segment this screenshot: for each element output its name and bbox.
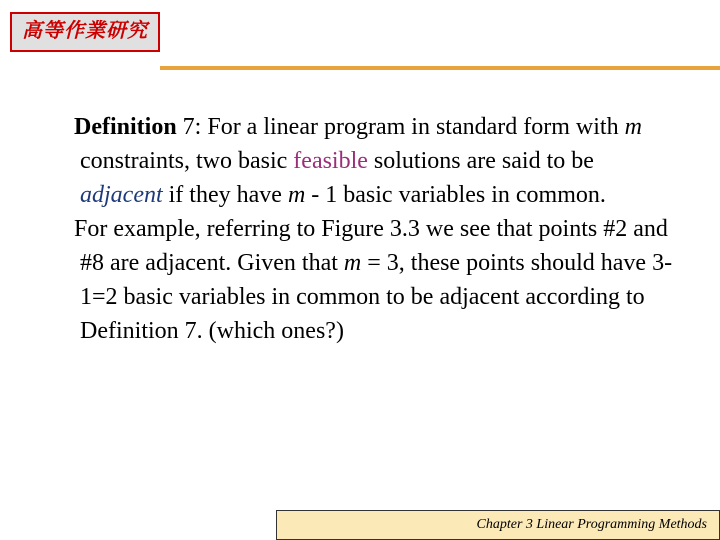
example-paragraph — [70, 212, 680, 348]
header-title: 高等作業研究 — [22, 18, 148, 42]
definition-text-2: constraints, two basic — [80, 148, 294, 174]
term-adjacent: adjacent — [80, 182, 163, 208]
definition-paragraph — [70, 110, 680, 212]
term-feasible: feasible — [293, 148, 368, 174]
var-m: m — [624, 114, 642, 140]
footer-bar — [276, 510, 720, 540]
footer-chapter-label: Chapter 3 Linear Programming Methods — [476, 517, 707, 532]
header-divider — [160, 66, 720, 70]
definition-label: Definition — [74, 114, 177, 140]
example-text-1: For example, referring to Figure 3.3 we see that points #2 and #8 are adjacent. Given that — [74, 216, 668, 276]
slide-body — [70, 110, 680, 348]
example-text-2: = 3, these points should have 3-1=2 basic variables in common to be adjacent according to Definition 7. (which ones?) — [80, 250, 673, 344]
var-m: m — [287, 182, 306, 208]
var-m: m — [343, 250, 362, 276]
definition-text-4: if they have — [168, 182, 288, 208]
definition-text-5: - 1 basic variables in common. — [305, 182, 606, 208]
definition-text-3: solutions are said to be — [373, 148, 594, 174]
definition-text-1: : For a linear program in standard form with — [194, 114, 625, 140]
definition-number: 7 — [182, 114, 195, 140]
